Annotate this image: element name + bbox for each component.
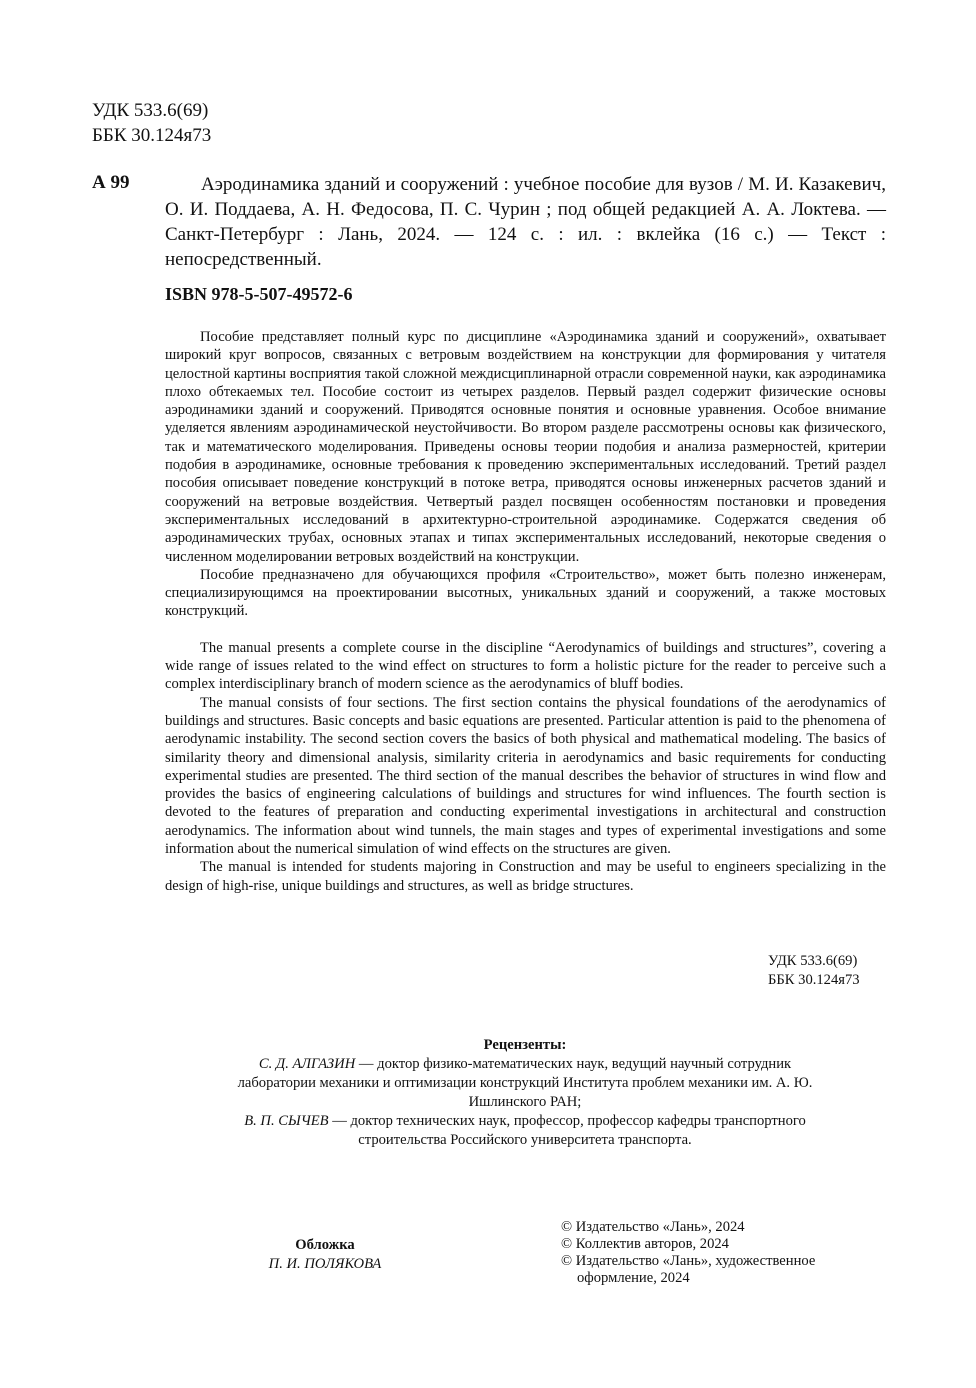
reviewers bbox=[230, 1055, 820, 1150]
bbk-code: ББК 30.124я73 bbox=[92, 125, 212, 146]
annotation-ru-paragraph: Пособие предназначено для обучающихся профиля «Строительство», может быть полезно инженерам, специализирующимся на проектировании высотных, уникальных зданий и сооружений, а также мостовых конструкций. bbox=[165, 566, 886, 620]
annotation bbox=[165, 328, 886, 895]
reviewers-title: Рецензенты: bbox=[483, 1037, 567, 1053]
copyright-line: © Коллектив авторов, 2024 bbox=[561, 1236, 729, 1252]
annotation-ru-paragraph: Пособие представляет полный курс по дисциплине «Аэродинамика зданий и сооружений», охватывает широкий круг вопросов, связанных с ветровым воздействием на конструкции для формирования у читателя целостной картины восприятия такой сложной междисциплинарной отрасли современной науки, как аэродинамика плохо обтекаемых тел. Пособие состоит из четырех разделов. Первый раздел содержит физические основы аэродинамики зданий и сооружений. Приводятся основные понятия и основные уравнения. Особое внимание уделяется явлениям аэродинамической неустойчивости. Во втором разделе рассмотрены основы как физического, так и математического моделирования. Приведены основы теории подобия и анализа размерностей, критерии подобия в аэродинамике, основные требования к проведению экспериментальных исследований. Третий раздел пособия описывает поведение конструкций в потоке ветра, приводятся основы инженерных расчетов зданий и сооружений на ветровые воздействия. Четвертый раздел посвящен особенностям постановки и проведения экспериментальных исследований в архитектурно-строительной аэродинамике. Содержатся сведения об аэродинамических трубах, основных этапах и типах экспериментальных исследований, некоторые сведения о численном моделировании ветровых воздействий на конструкции. bbox=[165, 329, 886, 565]
reviewer-1 bbox=[230, 1055, 820, 1112]
author-sign: А 99 bbox=[92, 172, 130, 193]
copyright-line: © Издательство «Лань», художественное bbox=[561, 1253, 816, 1269]
cover-designer: П. И. ПОЛЯКОВА bbox=[268, 1256, 382, 1272]
udk-code: УДК 533.6(69) bbox=[768, 953, 858, 969]
reviewer-name: В. П. СЫЧЕВ bbox=[244, 1113, 329, 1129]
copyright-line: оформление, 2024 bbox=[577, 1270, 690, 1286]
cover-credit bbox=[230, 1236, 420, 1274]
reviewer-description: — доктор технических наук, профессор, профессор кафедры транспортного строительства Российского университета транспорта. bbox=[328, 1113, 806, 1148]
udk-bbk-top bbox=[92, 98, 211, 148]
annotation-en-paragraph: The manual is intended for students majoring in Construction and may be useful to engineers specializing in the design of high-rise, unique buildings and structures, as well as bridge structures. bbox=[165, 859, 886, 894]
annotation-en-paragraph: The manual presents a complete course in the discipline “Aerodynamics of buildings and structures”, covering a wide range of issues related to the wind effect on structures to form a holistic picture for the reader to perceive such a complex interdisciplinary branch of modern science as the aerodynamics of bluff bodies. bbox=[165, 639, 886, 693]
bibliographic-record: Аэродинамика зданий и сооружений : учебное пособие для вузов / М. И. Казакевич, О. И. Поддаева, А. Н. Федосова, П. С. Чурин ; под общей редакцией А. А. Локтева. — Санкт-Петербург : Лань, 2024. — 124 с. : ил. : вклейка (16 с.) — Текст : непосредственный. bbox=[165, 174, 886, 270]
udk-bbk-bottom bbox=[768, 952, 860, 990]
copyright-line: © Издательство «Лань», 2024 bbox=[561, 1219, 745, 1235]
isbn: ISBN 978-5-507-49572-6 bbox=[165, 284, 353, 304]
cover-title: Обложка bbox=[295, 1237, 355, 1253]
reviewer-name: С. Д. АЛГАЗИН bbox=[258, 1056, 356, 1072]
udk-code: УДК 533.6(69) bbox=[92, 100, 209, 121]
copyright-block bbox=[561, 1219, 815, 1287]
annotation-en-paragraph: The manual consists of four sections. The first section contains the physical foundations of the aerodynamics of buildings and structures. Basic concepts and basic equations are presented. Particular attention is paid to the phenomena of aerodynamic instability. The second section covers the basics of both physical and mathematical modeling. The basics of similarity theory and dimensional analysis, similarity criteria in aerodynamics and basic requirements for conducting experimental studies are presented. The third section of the manual describes the behavior of structures in wind flow and provides the basics of engineering calculations of buildings and structures for wind influences. The fourth section is devoted to the features of preparation and conducting experimental investigations in architectural and construction aerodynamics. The information about wind tunnels, the main stages and types of experimental investigations and some information about the numerical simulation of wind effects on the structures are given. bbox=[165, 694, 886, 858]
reviewer-description: — доктор физико-математических наук, ведущий научный сотрудник лаборатории механики и оптимизации конструкций Института проблем механики им. А. Ю. Ишлинского РАН; bbox=[237, 1056, 813, 1110]
bbk-code: ББК 30.124я73 bbox=[768, 972, 860, 988]
reviewer-2 bbox=[230, 1112, 820, 1150]
